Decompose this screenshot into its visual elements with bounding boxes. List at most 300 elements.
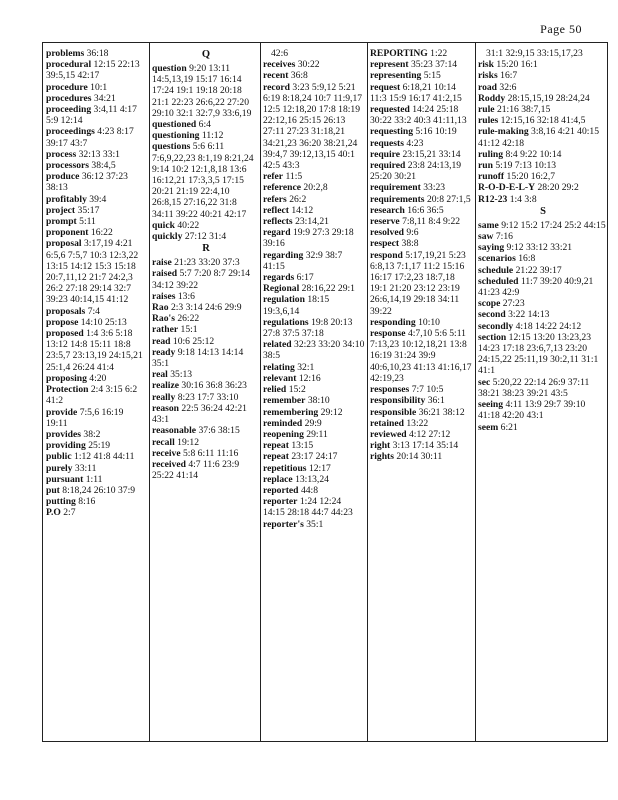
- index-page-refs: 13:6: [177, 290, 195, 302]
- index-page-refs: 5:16 10:19: [415, 126, 457, 138]
- index-page-refs: 6:18,21 10:14 11:3 15:9 16:17 41:2,15: [370, 81, 462, 104]
- index-entry: [263, 171, 367, 182]
- index-page-refs: 16:22: [90, 227, 113, 239]
- index-page-refs: 1:22: [430, 48, 448, 59]
- index-entry: [152, 268, 260, 290]
- index-entry: [152, 380, 260, 391]
- index-term: rule-making: [478, 126, 529, 138]
- index-term: recall: [152, 436, 175, 448]
- index-entry: [152, 459, 260, 481]
- index-term: research: [370, 204, 405, 216]
- index-term: procedure: [46, 81, 88, 93]
- index-term: purely: [46, 462, 73, 474]
- section-letter-heading: Q: [201, 49, 211, 60]
- index-entry: [263, 418, 367, 429]
- index-page-refs: 37:6 38:15: [198, 425, 240, 437]
- index-term: rules: [478, 115, 499, 127]
- index-page-refs: 14:24 25:18 30:22 33:2 40:3 41:11,13: [370, 104, 467, 127]
- index-entry: [46, 407, 149, 429]
- index-page-refs: 13:15: [291, 440, 314, 452]
- index-term: received: [152, 458, 186, 470]
- index-page-refs: 16:6 36:5: [407, 204, 444, 216]
- index-entry: [263, 463, 367, 474]
- index-entry: [152, 437, 260, 448]
- index-page-refs: 12:17: [308, 462, 331, 474]
- index-entry: [152, 141, 260, 219]
- index-entry: [46, 451, 149, 462]
- index-term: reviewed: [370, 428, 407, 440]
- index-page-refs: 40:22: [177, 219, 200, 231]
- index-term: responsibility: [370, 395, 426, 407]
- index-page-refs: 9:12 33:12 33:21: [506, 242, 573, 254]
- index-entry: [478, 377, 608, 399]
- index-term: respond: [370, 249, 403, 261]
- index-entry: [263, 182, 367, 193]
- index-term: receives: [263, 59, 296, 71]
- index-page-refs: 11:5: [285, 171, 303, 183]
- index-term: related: [263, 339, 292, 351]
- index-entry: [152, 63, 260, 119]
- column-divider: [260, 43, 261, 741]
- index-page-refs: 35:13: [170, 369, 193, 381]
- index-term: schedule: [478, 264, 514, 276]
- index-page-refs: 7:7 10:5: [411, 384, 444, 396]
- index-term: read: [152, 335, 171, 347]
- index-term: second: [478, 309, 506, 321]
- index-column-5: [475, 43, 608, 741]
- index-term: seem: [478, 421, 499, 433]
- index-page-refs: 3:4,11 4:17 5:9 12:14: [46, 104, 137, 127]
- index-term: proponent: [46, 227, 89, 239]
- index-entry: [152, 369, 260, 380]
- index-page-refs: 3:13 17:14 35:14: [392, 440, 459, 452]
- index-term: profitably: [46, 193, 87, 205]
- index-page-refs: 36:18: [86, 48, 109, 59]
- index-page-refs: 32:23 33:20 34:10 38:5: [263, 339, 365, 362]
- index-page-refs: 14:10 25:13: [80, 316, 127, 328]
- index-entry: [152, 425, 260, 436]
- index-page-refs: 21:23 33:20 37:3: [174, 257, 240, 269]
- index-term: proceeding: [46, 104, 92, 116]
- index-entry: [46, 93, 149, 104]
- index-term: provide: [46, 406, 78, 418]
- index-term: questions: [152, 141, 191, 153]
- index-term: represent: [370, 59, 409, 71]
- index-page-refs: 12:15 13:20 13:23,23 14:23 17:18 23:6,7,13 23:20 24:15,22 25:11,19 30:2,11 31:1 41:1: [478, 331, 599, 377]
- index-page-refs: 7:8,11 8:4 9:22: [402, 216, 461, 228]
- index-entry: [152, 448, 260, 459]
- index-page-refs: 44:8: [300, 484, 318, 496]
- index-page-refs: 38:8: [401, 238, 419, 250]
- index-entry: [46, 429, 149, 440]
- index-page-refs: 6:17: [296, 272, 314, 284]
- index-page-refs: 32:6: [499, 81, 517, 93]
- index-entry: [152, 336, 260, 347]
- index-entry: [478, 104, 608, 115]
- index-term: R-O-D-E-L-Y: [478, 182, 536, 194]
- index-page-refs: 4:7 11:6 23:9 25:22 41:14: [152, 458, 240, 482]
- index-entry: [152, 313, 260, 324]
- index-term: rights: [370, 451, 394, 463]
- index-term: project: [46, 204, 76, 216]
- index-entry: [478, 48, 608, 59]
- index-page-refs: 23:14,21: [295, 216, 329, 228]
- index-term: really: [152, 391, 176, 403]
- index-page-refs: 33:23: [423, 182, 446, 194]
- index-page-refs: 30:16 36:8 36:23: [181, 380, 247, 392]
- index-page-refs: 8:18,24 26:10 37:9: [62, 484, 136, 496]
- index-entry: [370, 138, 475, 149]
- index-page-refs: 8:16: [78, 496, 96, 508]
- index-term: scenarios: [478, 253, 516, 265]
- index-term: resolved: [370, 227, 404, 239]
- index-entry: [46, 171, 149, 193]
- index-column-4: [367, 43, 475, 741]
- index-term: responses: [370, 384, 410, 396]
- index-entry: [263, 283, 367, 294]
- index-term: proposed: [46, 328, 84, 340]
- index-entry: [263, 362, 367, 373]
- index-page-refs: 11:7 39:20 40:9,21 41:23 42:9: [478, 275, 594, 299]
- index-term: seeing: [478, 399, 504, 411]
- index-page-refs: 5:15: [423, 70, 441, 82]
- index-page-refs: 15:20 16:2,7: [506, 171, 556, 183]
- index-term: ready: [152, 346, 176, 358]
- index-entry: [263, 294, 367, 316]
- index-term: proposal: [46, 238, 82, 250]
- index-entry: [46, 384, 149, 406]
- index-term: proposals: [46, 305, 86, 317]
- index-page-refs: 32:13 33:1: [78, 148, 120, 160]
- index-term: putting: [46, 496, 76, 508]
- index-entry: [46, 328, 149, 373]
- index-entry: [263, 373, 367, 384]
- index-page-refs: 35:23 37:14: [410, 59, 458, 71]
- index-term: saying: [478, 242, 505, 254]
- index-page-refs: 12:16: [298, 372, 321, 384]
- index-term: scheduled: [478, 275, 519, 287]
- index-term: reporter: [263, 496, 298, 508]
- index-entry: [478, 265, 608, 276]
- index-page-refs: 5:8 6:11 11:16: [183, 447, 239, 459]
- index-entry: [46, 126, 149, 148]
- index-term: put: [46, 484, 60, 496]
- index-entry: [370, 451, 475, 462]
- index-entry: [263, 82, 367, 172]
- index-entry: [263, 216, 367, 227]
- index-entry: [263, 429, 367, 440]
- index-entry: [263, 496, 367, 518]
- index-entry: [152, 130, 260, 141]
- index-page-refs: 9:12 15:2 17:24 25:2 44:15: [501, 219, 606, 231]
- index-entry: [263, 227, 367, 249]
- index-term: propose: [46, 316, 79, 328]
- index-page-refs: 32:9 38:7 41:15: [263, 249, 343, 272]
- index-page-refs: 34:21: [93, 92, 116, 104]
- index-term: request: [370, 81, 401, 93]
- index-page-refs: 9:6: [406, 227, 419, 239]
- index-entry: [46, 474, 149, 485]
- index-term: same: [478, 219, 499, 231]
- index-entry: [46, 373, 149, 384]
- index-page-refs: 16:7: [500, 70, 518, 82]
- index-term: relating: [263, 361, 295, 373]
- index-entry: [46, 496, 149, 507]
- index-entry: [478, 82, 608, 93]
- index-page-refs: 4:23: [406, 137, 424, 149]
- index-entry: [478, 242, 608, 253]
- index-entry: [370, 384, 475, 395]
- index-term: regards: [263, 272, 295, 284]
- index-term: relevant: [263, 372, 297, 384]
- index-term: question: [152, 63, 187, 74]
- index-entry: [46, 440, 149, 451]
- index-page-refs: 3:8,16 4:21 40:15 41:12 42:18: [478, 126, 600, 149]
- index-entry: [478, 309, 608, 320]
- index-page-refs: 10:1: [90, 81, 108, 93]
- index-term: recent: [263, 70, 289, 82]
- index-entry: [478, 332, 608, 377]
- index-term: procedural: [46, 59, 92, 71]
- index-term: responding: [370, 316, 416, 328]
- index-page-refs: 20:14 30:11: [396, 451, 443, 463]
- index-column-1: [43, 43, 149, 741]
- index-term: quickly: [152, 231, 183, 243]
- index-entry: [263, 407, 367, 418]
- index-page-refs: 42:6: [271, 48, 289, 59]
- page-number: Page 50: [540, 22, 582, 36]
- index-term: repetitious: [263, 462, 307, 474]
- index-term: risk: [478, 59, 494, 71]
- index-term: requirement: [370, 182, 421, 194]
- index-page-refs: 36:12 37:23 38:13: [46, 171, 128, 194]
- index-page-refs: 3:17,19 4:21 6:5,6 7:5,7 10:3 12:3,22 13:15 14:12 15:3 15:18 20:7,11,12 21:7 24:2,3 26:2 27:18 29:14 32:7 39:23 40:14,15 41:12: [46, 238, 139, 306]
- index-page-refs: 32:1: [297, 361, 315, 373]
- index-entry: [370, 418, 475, 429]
- index-entry: [478, 70, 608, 81]
- index-entry: [152, 392, 260, 403]
- index-entry: [478, 194, 608, 205]
- index-entry: [263, 395, 367, 406]
- index-page-refs: 4:18 14:22 24:12: [515, 320, 582, 332]
- index-entry: [478, 220, 608, 231]
- index-entry: [46, 160, 149, 171]
- index-page-refs: 14:12: [291, 204, 314, 216]
- index-entry: [263, 59, 367, 70]
- index-page-refs: 36:1: [427, 395, 445, 407]
- index-page-refs: 4:11 13:9 29:7 39:10 41:18 42:20 43:1: [478, 399, 586, 422]
- index-term: secondly: [478, 320, 514, 332]
- index-page-refs: 31:1 32:9,15 33:15,17,23: [486, 48, 583, 59]
- index-term: replace: [263, 473, 293, 485]
- index-term: section: [478, 331, 507, 343]
- index-page-refs: 4:7,10 5:6 5:11 7:13,23 10:12,18,21 13:8 16:19 31:24 39:9 40:6,10,23 41:13 41:16,17 42:19,23: [370, 328, 472, 384]
- index-page-refs: 2:3 3:14 24:6 29:9: [170, 302, 242, 314]
- index-entry: [478, 160, 608, 171]
- index-term: remembering: [263, 406, 319, 418]
- index-page-refs: 7:4: [87, 305, 100, 317]
- index-entry: [478, 321, 608, 332]
- index-page-refs: 5:20,22 22:14 26:9 37:11 38:21 38:23 39:21 43:5: [478, 376, 590, 399]
- index-term: questioning: [152, 130, 200, 142]
- index-page-refs: 23:17 24:17: [291, 451, 338, 463]
- index-term: raised: [152, 268, 178, 280]
- index-term: realize: [152, 380, 179, 392]
- index-page-refs: 38:2: [83, 428, 101, 440]
- index-page-refs: 9:20 13:11 14:5,13,19 15:17 16:14 17:24 19:1 19:18 20:18 21:1 22:23 26:6,22 27:20 29:10 32:1 32:7,9 33:6,19: [152, 63, 252, 119]
- index-entry: [263, 317, 367, 339]
- index-term: relied: [263, 384, 287, 396]
- index-term: reserve: [370, 216, 400, 228]
- index-page-refs: 22:5 36:24 42:21 43:1: [152, 402, 247, 426]
- index-page-refs: 12:15,16 32:18 41:4,5: [500, 115, 586, 127]
- index-page-refs: 15:1: [180, 324, 198, 336]
- index-entry: [46, 59, 149, 81]
- index-entry: [370, 238, 475, 249]
- index-entry: [263, 451, 367, 462]
- index-entry: [46, 48, 149, 59]
- index-term: refers: [263, 193, 287, 205]
- column-divider: [367, 43, 368, 741]
- index-page-refs: 36:21 38:12: [418, 406, 465, 418]
- index-term: rule: [478, 104, 495, 116]
- column-divider: [149, 43, 150, 741]
- index-entry: [263, 519, 367, 530]
- index-page-refs: 27:12 31:4: [184, 231, 227, 243]
- index-page-refs: 23:8 24:13,19 25:20 30:21: [370, 160, 462, 183]
- index-term: problems: [46, 48, 85, 59]
- index-entry: [370, 126, 475, 137]
- index-term: retained: [370, 417, 404, 429]
- index-entry: [370, 149, 475, 160]
- index-term: rather: [152, 324, 179, 336]
- index-entry: [370, 48, 475, 59]
- index-page-refs: 29:9: [304, 417, 322, 429]
- index-page-refs: 4:23 8:17 39:17 43:7: [46, 126, 134, 149]
- index-page-refs: 5:7 7:20 8:7 29:14 34:12 39:22: [152, 268, 251, 291]
- index-entry: [46, 317, 149, 328]
- index-term: process: [46, 148, 77, 160]
- index-column-2: [149, 43, 260, 741]
- index-page-refs: 9:18 14:13 14:14 35:1: [152, 346, 244, 370]
- index-page-refs: 35:17: [77, 204, 100, 216]
- index-page-refs: 15:2: [288, 384, 306, 396]
- index-entry: [478, 276, 608, 298]
- index-page-refs: 4:20: [89, 372, 107, 384]
- index-entry: [478, 298, 608, 309]
- index-page-refs: 5:19 7:13 10:13: [495, 160, 557, 172]
- index-page-refs: 35:1: [306, 518, 324, 530]
- index-entry: [46, 149, 149, 160]
- index-entry: [263, 48, 367, 59]
- index-entry: [263, 250, 367, 272]
- index-entry: [46, 205, 149, 216]
- index-page-refs: 29:11: [306, 428, 328, 440]
- index-term: ruling: [478, 148, 504, 160]
- index-term: responsible: [370, 406, 417, 418]
- index-entry: [46, 238, 149, 305]
- word-index-table: [42, 42, 608, 742]
- index-page-refs: 1:4 3:8: [509, 193, 537, 205]
- index-term: saw: [478, 231, 494, 243]
- index-entry: [263, 70, 367, 81]
- section-letter-heading: S: [540, 205, 546, 217]
- index-page-refs: 7:16: [495, 231, 513, 243]
- index-entry: [46, 82, 149, 93]
- index-page-refs: 20:8 27:1,5: [426, 193, 471, 205]
- index-column-3: [260, 43, 367, 741]
- index-entry: [370, 59, 475, 70]
- index-term: right: [370, 440, 391, 452]
- index-term: required: [370, 160, 406, 172]
- index-entry: [152, 403, 260, 425]
- index-term: road: [478, 81, 498, 93]
- index-page-refs: 28:16,22 29:1: [301, 283, 355, 295]
- index-entry: [152, 231, 260, 242]
- index-page-refs: 11:12: [201, 130, 224, 142]
- index-entry: [370, 440, 475, 451]
- index-page-refs: 8:23 17:7 33:10: [177, 391, 239, 403]
- index-term: require: [370, 148, 401, 160]
- index-entry: [478, 126, 608, 148]
- index-page-refs: 25:19: [88, 440, 111, 452]
- index-entry: [152, 291, 260, 302]
- index-term: REPORTING: [370, 48, 428, 59]
- index-term: reflects: [263, 216, 293, 228]
- index-page-refs: 19:9 27:3 29:18 39:16: [263, 227, 354, 250]
- index-page-refs: 13:13,24: [295, 473, 329, 485]
- index-entry: [478, 253, 608, 264]
- index-entry: [152, 257, 260, 268]
- index-page-refs: 26:22: [177, 313, 200, 325]
- index-entry: [152, 302, 260, 313]
- index-term: prompt: [46, 216, 77, 228]
- index-page-refs: 19:12: [177, 436, 199, 448]
- index-term: raises: [152, 290, 176, 302]
- index-term: reopening: [263, 428, 304, 440]
- index-page-refs: 5:6 6:11 7:6,9,22,23 8:1,19 8:21,24 9:14 10:2 12:1,8,18 13:6 16:12,21 17:3,3,5 17:15 20:21 21:19 22:4,10 26:8,15 27:16,22 31:8 34:11 39:22 40:21 42:17: [152, 141, 254, 220]
- index-term: P.O: [46, 507, 61, 519]
- index-page-refs: 2:4 3:15 6:2 41:2: [46, 384, 138, 407]
- index-page-refs: 39:4: [89, 193, 107, 205]
- index-term: run: [478, 160, 493, 172]
- index-entry: [370, 328, 475, 384]
- index-page-refs: 30:22: [297, 59, 320, 71]
- column-divider: [475, 43, 476, 741]
- index-entry: [478, 93, 608, 104]
- index-entry: [263, 205, 367, 216]
- index-term: record: [263, 81, 290, 93]
- index-entry: [46, 104, 149, 126]
- index-page-refs: 27:23: [502, 298, 525, 310]
- index-page-refs: 3:23 5:9,12 5:21 6:19 8:18,24 10:7 11:9,17 12:5 12:18,20 17:8 18:19 22:12,16 25:15 26:13 27:11 27:23 31:18,21 34:21,23 36:20 38:21,24 39:4,7 39:12,13,15 40:1 42:5 43:3: [263, 81, 363, 172]
- index-term: Rao's: [152, 313, 175, 325]
- index-term: sec: [478, 376, 491, 388]
- index-page-refs: 16:8: [518, 253, 536, 265]
- index-term: Roddy: [478, 92, 506, 104]
- index-entry: [370, 227, 475, 238]
- index-entry: [46, 194, 149, 205]
- index-entry: [370, 182, 475, 193]
- index-page-refs: 10:10: [418, 316, 440, 328]
- index-term: questioned: [152, 119, 197, 131]
- index-entry: [370, 70, 475, 81]
- index-page-refs: 15:20 16:1: [496, 59, 538, 71]
- index-page-refs: 6:21: [500, 421, 518, 433]
- index-page-refs: 7:5,6 16:19 19:11: [46, 406, 124, 429]
- index-page-refs: 38:10: [307, 395, 330, 407]
- index-entry: [152, 347, 260, 369]
